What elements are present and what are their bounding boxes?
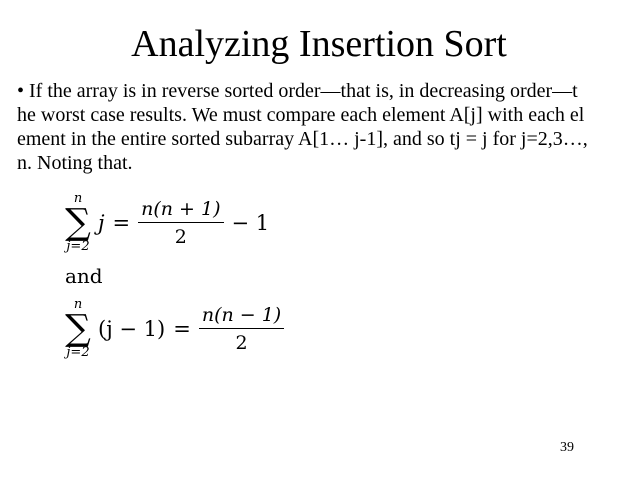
fraction-denominator: 2 (235, 332, 248, 354)
sigma-icon: ∑ (65, 202, 91, 243)
page-number: 39 (560, 440, 574, 455)
fraction-numerator: n(n − 1) (199, 304, 284, 329)
bullet-text-1: If the array is in reverse sorted order—that is, in decreasing order—t (29, 80, 578, 102)
sum-lower-limit: j=2 (66, 239, 90, 254)
equals-sign: = (112, 211, 131, 235)
summation-symbol-2 (62, 298, 94, 360)
sum-term: (j − 1) (98, 317, 166, 341)
connector-and: and (65, 264, 103, 288)
bullet-line-3: ement in the entire sorted subarray A[1… j-1], and so tj = j for j=2,3…, (17, 128, 588, 150)
sum-upper-limit: n (73, 191, 83, 206)
summation-symbol-1 (62, 192, 94, 254)
summation-equation-1 (62, 192, 269, 254)
bullet-marker: • (17, 80, 25, 102)
fraction-numerator: n(n + 1) (138, 198, 223, 223)
summation-equation-2 (62, 298, 284, 360)
fraction (199, 304, 284, 354)
sum-term: j (98, 211, 105, 235)
sigma-icon: ∑ (65, 308, 91, 349)
fraction (138, 198, 223, 248)
bullet-line-4: n. Noting that. (17, 152, 133, 174)
bullet-line-2: he worst case results. We must compare each element A[j] with each el (17, 104, 585, 126)
sum-upper-limit: n (73, 297, 83, 312)
minus-one: − 1 (231, 211, 270, 235)
slide-title: Analyzing Insertion Sort (131, 23, 507, 65)
fraction-denominator: 2 (174, 226, 187, 248)
bullet-paragraph (17, 79, 629, 175)
sum-lower-limit: j=2 (66, 345, 90, 360)
equals-sign: = (173, 317, 191, 341)
bullet-line-1 (17, 79, 629, 103)
